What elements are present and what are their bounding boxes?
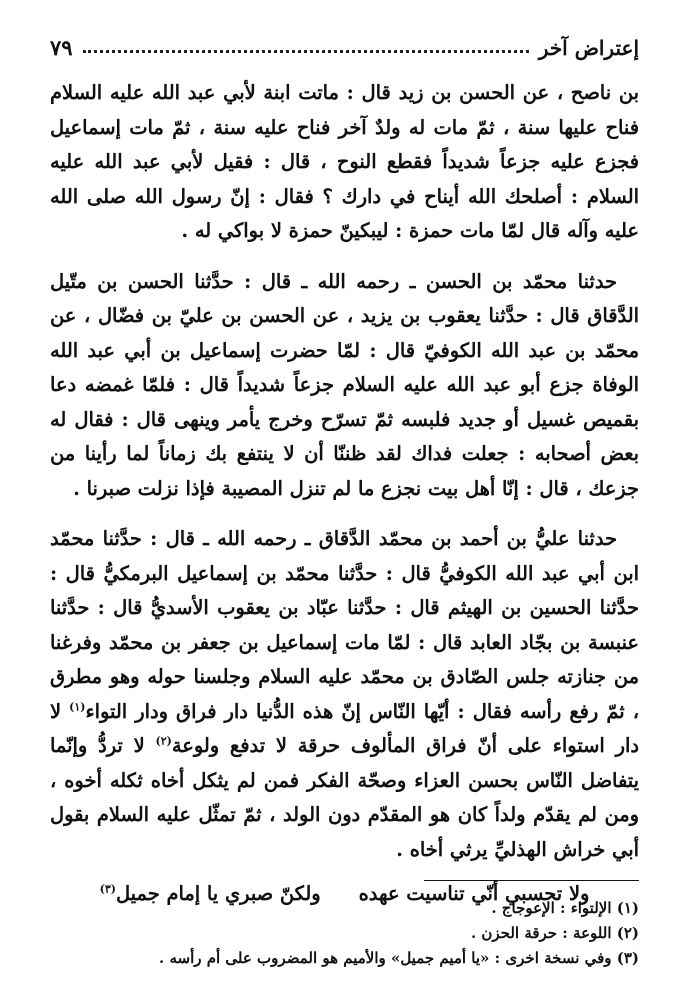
footnote-ref-2: (٢) <box>155 734 172 748</box>
paragraph-3 <box>50 522 639 867</box>
page-number: ٧٩ <box>50 35 73 60</box>
footnote-3: (٣) وفي نسخة اخرى : «يا أميم جميل» والأميم هو المضروب على أم رأسه . <box>159 949 639 967</box>
header-title: إعتراض آخر <box>538 36 639 60</box>
verse-second-text: ولكنّ صبري يا إمام جميل <box>115 882 321 905</box>
footnote-1: (١) الإلتواء : الإعوجاج . <box>491 899 639 917</box>
paragraph-3-start: حدثنا عليُّ بن أحمد بن محمّد الدَّقاق ـ رحمه الله ـ قال : حدَّثنا محمّد ابن أبي عبد الله الكوفيُّ قال : حدَّثنا محمّد بن إسماعيل البرمكيُّ قال : حدَّثنا الحسين بن الهيثم قال : حدَّثنا عبّاد بن يعقوب الأسديُّ قال : حدَّثنا عنبسة بن بجّاد العابد قال : لمّا مات إسماعيل بن جعفر بن محمّد وفرغنا من جنازته جلس الصّادق بن محمّد عليه السلام وجلسنا حوله وهو مطرق ، ثمّ رفع رأسه فقال : أيّها النّاس إنّ هذه الدُّنيا دار فراق ودار التواء <box>50 527 639 723</box>
paragraph-3-middle: لا دار استواء على أنّ فراق المألوف حرقة لا تدفع ولوعة <box>50 699 639 757</box>
footnote-ref-1: (١) <box>69 700 86 714</box>
main-text <box>50 76 639 912</box>
paragraph-1: بن ناصح ، عن الحسن بن زيد قال : ماتت ابنة لأبي عبد الله عليه السلام فناح عليها سنة ، ثمّ مات له ولدٌ آخر فناح عليه سنة ، ثمّ مات إسماعيل فجزع عليه جزعاً شديداً فقطع النوح ، قال : فقيل لأبي عبد الله عليه السلام : أصلحك الله أيناح في دارك ؟ فقال : إنّ رسول الله صلى الله عليه وآله قال لمّا مات حمزة : ليبكينّ حمزة لا بواكي له . <box>50 81 639 242</box>
header-dot-leader <box>83 50 529 53</box>
paragraph-2: حدثنا محمّد بن الحسن ـ رحمه الله ـ قال : حدَّثنا الحسن بن متّيل الدَّقاق قال : حدَّثنا يعقوب بن يزيد ، عن الحسن بن عليّ بن فضّال ، عن محمّد بن عبد الله الكوفيّ قال : لمّا حضرت إسماعيل بن أبي عبد الله الوفاة جزع أبو عبد الله عليه السلام جزعاً شديداً قال : فلمّا غمضه دعا بقميص غسيل أو جديد فلبسه ثمّ تسرّح وخرج يأمر وينهى قال : فقال له بعض أصحابه : جعلت فداك لقد ظننّا أن لا ينتفع بك زماناً لما رأينا من جزعك ، قال : إنّا أهل بيت نجزع ما لم تنزل المصيبة فإذا نزلت صبرنا . <box>50 269 639 500</box>
verse-first-hemistich: ولا تحسبي أنّي تناسيت عهده <box>358 882 590 905</box>
running-header <box>50 28 639 60</box>
footnote-separator <box>424 880 639 881</box>
paragraph-3-end: لا تردُّ وإنّما يتفاضل النّاس بحسن العزاء وصحّة الفكر فمن لم يثكل أخاه ثكله أخوه ، ومن لم يقدّم ولداً كان هو المقدّم دون الولد ، ثمّ تمثّل عليه السلام بقول أبي خراش الهذليِّ يرثي أخاه . <box>50 734 639 861</box>
footnote-ref-3: (٣) <box>99 882 116 896</box>
footnote-2: (٢) اللوعة : حرقة الحزن . <box>470 924 639 942</box>
footnotes <box>50 896 639 971</box>
